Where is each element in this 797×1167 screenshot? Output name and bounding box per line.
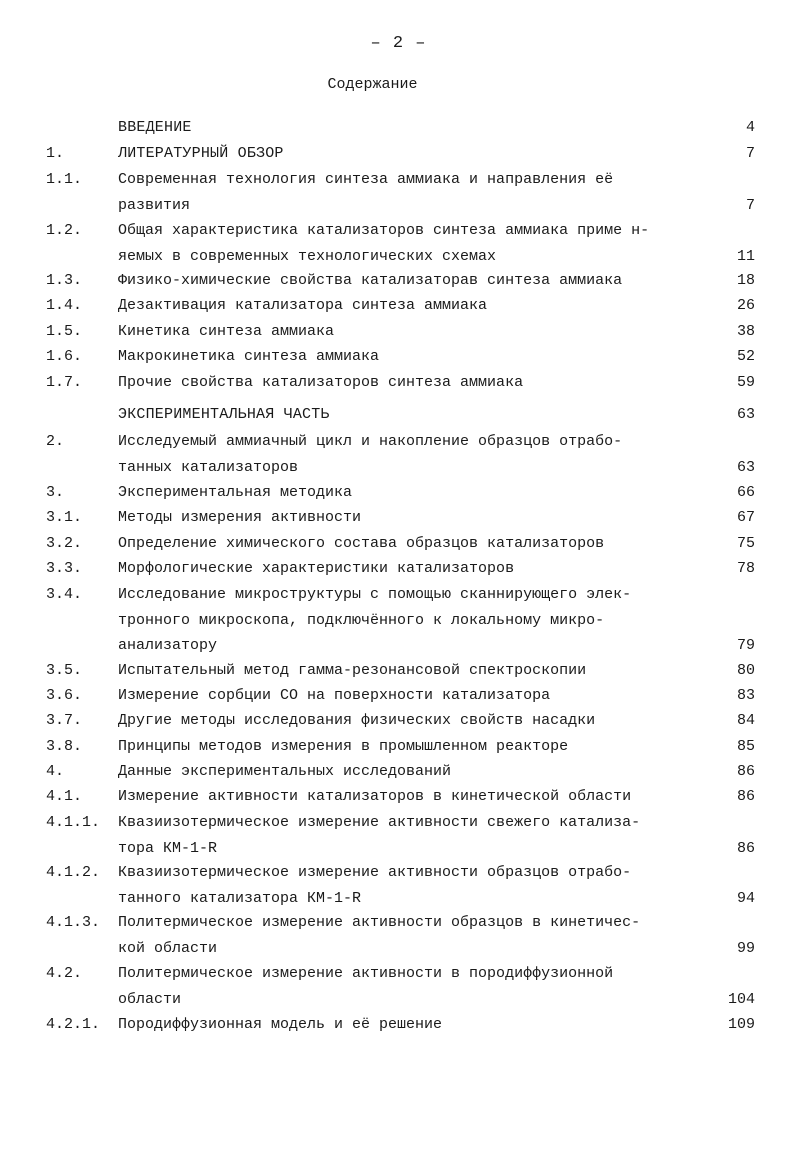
page-number: – 2 – [370, 34, 427, 53]
toc-entry-title: Макрокинетика синтеза аммиака [118, 348, 380, 365]
toc-entry-number: 2. [46, 433, 65, 450]
toc-entry-page: 86 [736, 788, 755, 805]
toc-entry-page: 83 [736, 687, 755, 704]
toc-entry-number: 4.1.3. [46, 914, 101, 931]
toc-entry-title: Экспериментальная методика [118, 484, 353, 501]
toc-entry-number: 1. [46, 145, 65, 162]
toc-entry-number: 3.8. [46, 738, 83, 755]
toc-entry-page: 7 [745, 145, 755, 162]
toc-entry-page: 75 [736, 535, 755, 552]
toc-entry-number: 1.2. [46, 222, 83, 239]
toc-entry-page: 109 [727, 1016, 755, 1033]
toc-entry-page: 86 [736, 763, 755, 780]
toc-entry-title: Современная технология синтеза аммиака и направления её развития [118, 171, 614, 214]
toc-entry-title: ЛИТЕРАТУРНЫЙ ОБЗОР [118, 145, 284, 162]
toc-entry-title: Физико-химические свойства катализаторав синтеза аммиака [118, 272, 623, 289]
toc-entry-number: 3.4. [46, 586, 83, 603]
toc-entry-number: 4.1. [46, 788, 83, 805]
toc-entry-page: 63 [736, 458, 755, 476]
toc-heading: Содержание [327, 76, 418, 93]
toc-entry-number: 4.1.2. [46, 864, 101, 881]
toc-entry-title: Определение химического состава образцов катализаторов [118, 535, 605, 552]
toc-entry-number: 1.3. [46, 272, 83, 289]
toc-entry-title: Дезактивация катализатора синтеза аммиака [118, 297, 488, 314]
toc-entry-page: 4 [745, 119, 755, 136]
toc-entry-number: 3.7. [46, 712, 83, 729]
toc-entry-number: 3.3. [46, 560, 83, 577]
toc-entry-title: Исследование микроструктуры с помощью сканнирующего элек- тронного микроскопа, подключённого к локальному микро- анализатору [118, 586, 632, 654]
toc-entry-page: 79 [736, 637, 755, 654]
toc-entry-number: 1.6. [46, 348, 83, 365]
toc-entry-number: 1.4. [46, 297, 83, 314]
toc-entry-page: 78 [736, 560, 755, 577]
toc-entry-page: 59 [736, 374, 755, 391]
toc-entry-number: 1.7. [46, 374, 83, 391]
toc-entry-title: Другие методы исследования физических свойств насадки [118, 712, 596, 729]
toc-entry-page: 94 [736, 889, 755, 907]
toc-entry-page: 52 [736, 348, 755, 365]
toc-entry-number: 3. [46, 484, 65, 501]
toc-entry-title: Морфологические характеристики катализаторов [118, 560, 515, 577]
toc-entry-number: 3.1. [46, 509, 83, 526]
toc-entry-page: 85 [736, 738, 755, 755]
toc-entry-title: Методы измерения активности [118, 509, 362, 526]
toc-entry-number: 4.2.1. [46, 1016, 101, 1033]
toc-entry-number: 1.5. [46, 323, 83, 340]
toc-entry-page: 99 [736, 939, 755, 957]
toc-entry-title: Измерение сорбции СО на поверхности катализатора [118, 687, 551, 704]
toc-entry-number: 1.1. [46, 171, 83, 188]
toc-entry-number: 4. [46, 763, 65, 780]
toc-entry-title: Испытательный метод гамма-резонансовой спектроскопии [118, 662, 587, 679]
toc-entry-number: 3.6. [46, 687, 83, 704]
toc-entry-page: 11 [736, 247, 755, 265]
toc-entry-page: 67 [736, 509, 755, 526]
toc-entry-page: 80 [736, 662, 755, 679]
toc-entry-title: Принципы методов измерения в промышленном реакторе [118, 738, 569, 755]
toc-entry-title: Общая характеристика катализаторов синтеза аммиака приме н- яемых в современных технологических схемах [118, 222, 650, 265]
toc-entry-title: Квазиизотермическое измерение активности свежего катализа- тора КМ-1-R [118, 814, 641, 857]
toc-entry-title: Породиффузионная модель и её решение [118, 1016, 443, 1033]
toc-entry-title: ВВЕДЕНИЕ [118, 119, 192, 136]
toc-entry-page: 7 [745, 196, 755, 214]
toc-entry-title: ЭКСПЕРИМЕНТАЛЬНАЯ ЧАСТЬ [118, 406, 330, 423]
toc-entry-title: Прочие свойства катализаторов синтеза аммиака [118, 374, 524, 391]
toc-entry-page: 104 [727, 990, 755, 1008]
toc-entry-title: Исследуемый аммиачный цикл и накопление образцов отрабо- танных катализаторов [118, 433, 623, 476]
toc-entry-number: 4.1.1. [46, 814, 101, 831]
toc-entry-title: Квазиизотермическое измерение активности образцов отрабо- танного катализатора КМ-1-R [118, 864, 632, 907]
toc-entry-number: 4.2. [46, 965, 83, 982]
toc-entry-number: 3.5. [46, 662, 83, 679]
toc-entry-title: Кинетика синтеза аммиака [118, 323, 335, 340]
toc-entry-page: 38 [736, 323, 755, 340]
toc-entry-title: Измерение активности катализаторов в кинетической области [118, 788, 632, 805]
toc-entry-page: 66 [736, 484, 755, 501]
toc-entry-page: 84 [736, 712, 755, 729]
toc-entry-page: 26 [736, 297, 755, 314]
toc-entry-title: Политермическое измерение активности образцов в кинетичес- кой области [118, 914, 641, 957]
toc-entry-title: Данные экспериментальных исследований [118, 763, 452, 780]
toc-entry-title: Политермическое измерение активности в породиффузионной области [118, 965, 614, 1008]
toc-entry-number: 3.2. [46, 535, 83, 552]
toc-entry-page: 86 [736, 839, 755, 857]
toc-entry-page: 63 [736, 406, 755, 423]
toc-entry-page: 18 [736, 272, 755, 289]
